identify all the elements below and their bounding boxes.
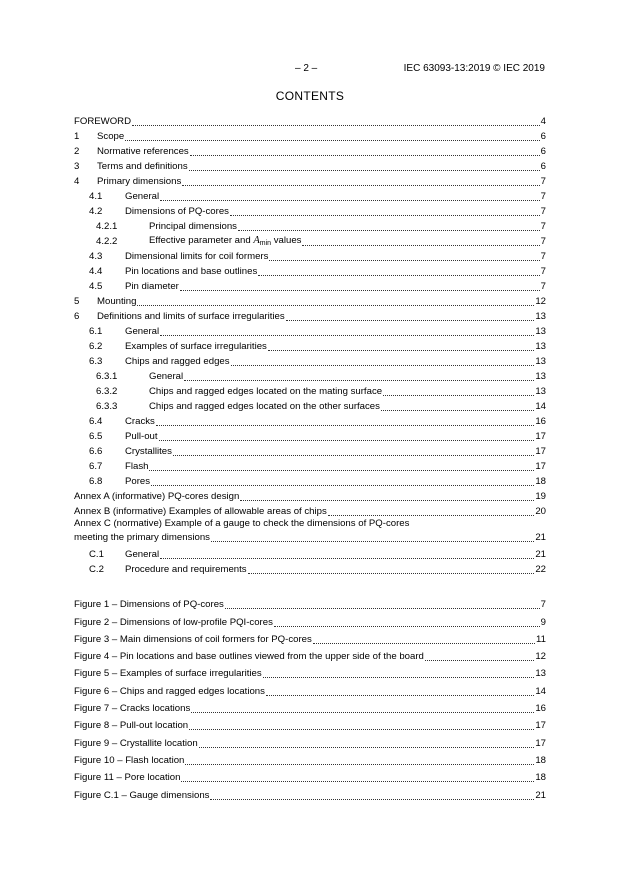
toc-entry[interactable]	[74, 488, 546, 503]
dot-leader	[160, 557, 534, 559]
toc-entry[interactable]	[74, 443, 546, 458]
toc-entry-number: 6.1	[89, 326, 103, 337]
contents-title: CONTENTS	[275, 89, 345, 103]
toc-entry[interactable]	[74, 473, 546, 488]
toc-page-number: 13	[535, 326, 546, 337]
toc-entry[interactable]	[74, 293, 546, 308]
toc-entry-number: 4.3	[89, 251, 103, 262]
toc-entry[interactable]	[74, 413, 546, 428]
dot-leader	[182, 184, 539, 186]
toc-entry[interactable]	[74, 383, 546, 398]
dot-leader	[125, 139, 539, 141]
toc-page-number: 7	[540, 251, 546, 262]
toc-entry-text: Figure 6 – Chips and ragged edges locations	[74, 685, 265, 697]
toc-entry[interactable]	[74, 158, 546, 173]
toc-entry[interactable]	[74, 428, 546, 443]
toc-entry[interactable]	[74, 188, 546, 203]
dot-leader	[185, 763, 534, 765]
toc-entry-text	[149, 235, 301, 248]
toc-page-number: 17	[535, 720, 546, 732]
toc-page-number: 7	[540, 191, 546, 202]
toc-entry-number: 6.8	[89, 476, 103, 487]
toc-entry-number: 4.2	[89, 206, 103, 217]
toc-entry-number: 6.7	[89, 461, 103, 472]
toc-entry-text: Pin locations and base outlines	[125, 266, 258, 277]
header-standard-id: IEC 63093-13:2019 © IEC 2019	[403, 63, 545, 74]
toc-entry-text: Figure 10 – Flash location	[74, 754, 185, 766]
dot-leader	[180, 289, 540, 291]
dot-leader	[231, 364, 535, 366]
toc-entry-text: Figure 9 – Crystallite location	[74, 737, 198, 749]
toc-entry[interactable]	[74, 368, 546, 383]
dot-leader	[211, 540, 534, 542]
toc-entry-text: meeting the primary dimensions	[74, 532, 210, 543]
toc-entry-text: Figure 3 – Main dimensions of coil formers for PQ-cores	[74, 633, 312, 645]
dot-leader	[268, 349, 534, 351]
toc-entry-number: 6.3	[89, 356, 103, 367]
toc-entry[interactable]	[74, 143, 546, 158]
toc-page-number: 17	[535, 446, 546, 457]
toc-page-number: 16	[535, 703, 546, 715]
toc-entry[interactable]	[74, 218, 546, 233]
toc-entry-text: Pull-out	[125, 431, 158, 442]
toc-entry-text: General	[125, 549, 160, 560]
toc-entry[interactable]	[74, 338, 546, 353]
toc-entry-text: Terms and definitions	[97, 161, 188, 172]
toc-page-number: 21	[535, 549, 546, 560]
toc-page-number: 17	[535, 461, 546, 472]
dot-leader	[225, 607, 540, 609]
toc-page-number: 22	[535, 564, 546, 575]
toc-entry-text: FOREWORD	[74, 116, 132, 127]
dot-leader	[248, 572, 535, 574]
figure-entry[interactable]	[74, 646, 546, 663]
toc-entry[interactable]	[74, 398, 546, 413]
figure-entry[interactable]	[74, 767, 546, 784]
toc-entry-number: 2	[74, 146, 80, 157]
toc-entry[interactable]	[74, 173, 546, 188]
dot-leader	[132, 124, 540, 126]
toc-page-number: 12	[535, 296, 546, 307]
toc-entry[interactable]	[74, 263, 546, 278]
toc-entry-text: General	[149, 371, 184, 382]
dot-leader	[191, 711, 534, 713]
dot-leader	[238, 229, 540, 231]
dot-leader	[190, 154, 540, 156]
toc-entry-text: Pores	[125, 476, 151, 487]
toc-page-number: 14	[535, 685, 546, 697]
toc-entry-number: 4.2.1	[96, 221, 118, 232]
dot-leader	[156, 424, 534, 426]
toc-page-number: 7	[540, 206, 546, 217]
toc-page-number: 7	[540, 281, 546, 292]
toc-entry-number: 4.1	[89, 191, 103, 202]
toc-page-number: 20	[535, 506, 546, 517]
toc-page-number: 18	[535, 754, 546, 766]
dot-leader	[189, 728, 534, 730]
toc-entry[interactable]	[74, 113, 546, 128]
toc-entry-text: Figure 11 – Pore location	[74, 772, 181, 784]
toc-entry-number: 4.5	[89, 281, 103, 292]
dot-leader	[149, 469, 534, 471]
dot-leader	[381, 409, 534, 411]
toc-entry[interactable]	[74, 278, 546, 293]
figure-entry[interactable]	[74, 663, 546, 680]
toc-entry-text: Chips and ragged edges located on the other surfaces	[149, 401, 380, 412]
toc-entry-text: Figure C.1 – Gauge dimensions	[74, 789, 210, 801]
toc-entry-text: Pin diameter	[125, 281, 179, 292]
dot-leader	[274, 625, 540, 627]
toc-entry-text: Chips and ragged edges located on the mating surface	[149, 386, 383, 397]
toc-page-number: 7	[540, 176, 546, 187]
toc-entry-number: C.1	[89, 549, 104, 560]
toc-entry-text: Normative references	[97, 146, 189, 157]
toc-entry-text: General	[125, 326, 160, 337]
text-segment: Effective parameter and	[149, 235, 254, 246]
toc-entry-text: Annex B (informative) Examples of allowable areas of chips	[74, 506, 327, 517]
dot-leader	[266, 694, 534, 696]
toc-page-number: 6	[540, 131, 546, 142]
toc-page-number: 13	[535, 386, 546, 397]
toc-entry-number: 4.4	[89, 266, 103, 277]
toc-page-number: 21	[535, 789, 546, 801]
toc-entry-text: Figure 8 – Pull-out location	[74, 720, 189, 732]
toc-entry-number: 1	[74, 131, 80, 142]
toc-entry-text: General	[125, 191, 160, 202]
toc-entry-text: Chips and ragged edges	[125, 356, 230, 367]
toc-entry-number: 6	[74, 311, 80, 322]
toc-entry-number: 4.2.2	[96, 236, 118, 247]
toc-entry-text: Primary dimensions	[97, 176, 182, 187]
toc-entry-text: Examples of surface irregularities	[125, 341, 267, 352]
toc-page-number: 6	[540, 146, 546, 157]
toc-page-number: 17	[535, 431, 546, 442]
toc-entry-number: 6.6	[89, 446, 103, 457]
dot-leader	[173, 454, 534, 456]
toc-page-number: 7	[540, 266, 546, 277]
dot-leader	[184, 379, 534, 381]
figure-entry[interactable]	[74, 698, 546, 715]
toc-page-number: 7	[540, 221, 546, 232]
toc-entry[interactable]	[74, 323, 546, 338]
header-page-number: – 2 –	[295, 63, 318, 74]
dot-leader	[313, 642, 535, 644]
section-gap	[74, 576, 546, 594]
dot-leader	[189, 169, 540, 171]
toc-page-number: 13	[535, 311, 546, 322]
toc-page-number: 18	[535, 476, 546, 487]
toc-page-number: 13	[535, 371, 546, 382]
toc-entry-text: Annex A (informative) PQ-cores design	[74, 491, 240, 502]
toc-entry-number: 6.3.1	[96, 371, 118, 382]
dot-leader	[240, 499, 534, 501]
toc-entry[interactable]	[74, 353, 546, 368]
toc-page-number: 9	[540, 616, 546, 628]
table-of-contents	[74, 113, 546, 802]
dot-leader	[230, 214, 540, 216]
toc-entry-number: 4	[74, 176, 80, 187]
toc-page-number: 13	[535, 341, 546, 352]
dot-leader	[160, 199, 540, 201]
toc-annex-c-items	[74, 546, 546, 576]
dot-leader	[328, 514, 535, 516]
toc-entry-text: Figure 7 – Cracks locations	[74, 703, 191, 715]
toc-page-number: 12	[535, 651, 546, 663]
figure-entry[interactable]	[74, 784, 546, 801]
toc-entry-number: 6.4	[89, 416, 103, 427]
toc-page-number: 21	[535, 532, 546, 543]
dot-leader	[210, 798, 534, 800]
dot-leader	[383, 394, 534, 396]
page-header	[0, 62, 620, 76]
text-segment: values	[271, 235, 302, 246]
toc-entry-text: Definitions and limits of surface irregularities	[97, 311, 285, 322]
dot-leader	[151, 484, 534, 486]
dot-leader	[258, 274, 539, 276]
figure-entry[interactable]	[74, 611, 546, 628]
toc-page-number: 7	[540, 599, 546, 611]
toc-page-number: 11	[536, 633, 546, 645]
toc-entry-text: Scope	[97, 131, 125, 142]
toc-page-number: 13	[535, 668, 546, 680]
toc-entry-text: Figure 4 – Pin locations and base outlines viewed from the upper side of the board	[74, 651, 424, 663]
toc-entry-text: Figure 1 – Dimensions of PQ-cores	[74, 599, 224, 611]
toc-entry-text: Dimensional limits for coil formers	[125, 251, 269, 262]
toc-entry-number: 6.3.3	[96, 401, 118, 412]
list-of-figures	[74, 594, 546, 802]
toc-entry[interactable]	[74, 546, 546, 561]
math-symbol: A	[253, 235, 260, 246]
toc-page-number: 19	[535, 491, 546, 502]
toc-entry-number: C.2	[89, 564, 104, 575]
figure-entry[interactable]	[74, 715, 546, 732]
toc-entry-text: Figure 2 – Dimensions of low-profile PQI-cores	[74, 616, 273, 628]
figure-entry[interactable]	[74, 750, 546, 767]
toc-entry[interactable]	[74, 233, 546, 248]
dot-leader	[425, 659, 534, 661]
dot-leader	[263, 676, 535, 678]
figure-entry[interactable]	[74, 680, 546, 697]
dot-leader	[286, 319, 535, 321]
toc-entry-text: Annex C (normative) Example of a gauge to check the dimensions of PQ-cores	[74, 518, 410, 529]
toc-page-number: 13	[535, 356, 546, 367]
toc-entry[interactable]	[74, 561, 546, 576]
toc-entry-text: Flash	[125, 461, 149, 472]
dot-leader	[159, 439, 535, 441]
toc-entry-number: 6.5	[89, 431, 103, 442]
toc-page-number: 14	[535, 401, 546, 412]
dot-leader	[160, 334, 534, 336]
dot-leader	[181, 780, 534, 782]
toc-main-entries	[74, 113, 546, 518]
math-subscript: min	[259, 240, 272, 247]
toc-entry[interactable]	[74, 128, 546, 143]
dot-leader	[199, 746, 535, 748]
toc-page-number: 7	[540, 236, 546, 247]
toc-page-number: 4	[540, 116, 546, 127]
toc-entry-number: 3	[74, 161, 80, 172]
dot-leader	[269, 259, 539, 261]
toc-page-number: 16	[535, 416, 546, 427]
toc-entry[interactable]	[74, 248, 546, 263]
toc-entry-text: Procedure and requirements	[125, 564, 247, 575]
toc-entry-number: 6.3.2	[96, 386, 118, 397]
toc-entry-continuation	[74, 531, 546, 544]
toc-entry[interactable]	[74, 503, 546, 518]
toc-entry-number: 5	[74, 296, 80, 307]
toc-entry-text: Cracks	[125, 416, 155, 427]
figure-entry[interactable]	[74, 594, 546, 611]
toc-page-number: 6	[540, 161, 546, 172]
figure-entry[interactable]	[74, 629, 546, 646]
toc-entry-text: Dimensions of PQ-cores	[125, 206, 229, 217]
toc-entry[interactable]	[74, 458, 546, 473]
toc-entry-text: Crystallites	[125, 446, 172, 457]
figure-entry[interactable]	[74, 732, 546, 749]
toc-page-number: 17	[535, 737, 546, 749]
toc-entry-annex-c[interactable]	[74, 518, 546, 546]
dot-leader	[302, 244, 539, 246]
toc-entry-text: Mounting	[97, 296, 137, 307]
toc-page-number: 18	[535, 772, 546, 784]
toc-entry-text: Figure 5 – Examples of surface irregularities	[74, 668, 262, 680]
toc-entry-text: Principal dimensions	[149, 221, 237, 232]
toc-entry[interactable]	[74, 308, 546, 323]
dot-leader	[137, 304, 534, 306]
toc-entry-number: 6.2	[89, 341, 103, 352]
toc-entry[interactable]	[74, 203, 546, 218]
